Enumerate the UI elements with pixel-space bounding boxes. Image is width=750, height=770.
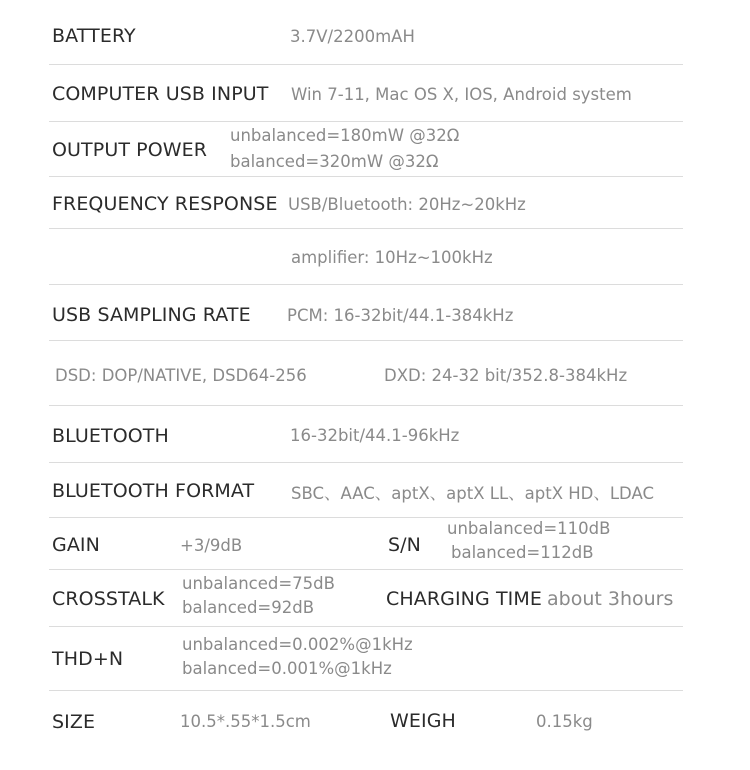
bluetooth-format-label: BLUETOOTH FORMAT <box>52 480 255 502</box>
thd-label: THD+N <box>52 648 124 670</box>
usb-sampling-pcm: PCM: 16-32bit/44.1-384kHz <box>287 306 514 325</box>
usb-input-label: COMPUTER USB INPUT <box>52 83 269 105</box>
divider <box>49 569 683 570</box>
output-power-balanced: balanced=320mW @32Ω <box>230 152 439 171</box>
usb-input-value: Win 7-11, Mac OS X, IOS, Android system <box>291 85 632 104</box>
divider <box>49 405 683 406</box>
bluetooth-value: 16-32bit/44.1-96kHz <box>290 426 460 445</box>
bluetooth-format-value: SBC、AAC、aptX、aptX LL、aptX HD、LDAC <box>291 484 654 503</box>
bluetooth-label: BLUETOOTH <box>52 425 169 447</box>
weigh-label: WEIGH <box>390 710 456 732</box>
crosstalk-label: CROSSTALK <box>52 588 165 610</box>
usb-sampling-label: USB SAMPLING RATE <box>52 304 251 326</box>
sn-unbalanced: unbalanced=110dB <box>447 519 611 538</box>
divider <box>49 284 683 285</box>
battery-label: BATTERY <box>52 25 136 47</box>
usb-sampling-dxd: DXD: 24-32 bit/352.8-384kHz <box>384 366 628 385</box>
output-power-unbalanced: unbalanced=180mW @32Ω <box>230 126 460 145</box>
battery-value: 3.7V/2200mAH <box>290 27 415 46</box>
frequency-response-label: FREQUENCY RESPONSE <box>52 193 278 215</box>
output-power-label: OUTPUT POWER <box>52 139 208 161</box>
crosstalk-balanced: balanced=92dB <box>182 598 315 617</box>
divider <box>49 626 683 627</box>
thd-balanced: balanced=0.001%@1kHz <box>182 659 392 678</box>
charging-time-label: CHARGING TIME <box>386 588 542 610</box>
divider <box>49 517 683 518</box>
divider <box>49 462 683 463</box>
divider <box>49 176 683 177</box>
gain-value: +3/9dB <box>180 536 243 555</box>
thd-unbalanced: unbalanced=0.002%@1kHz <box>182 635 413 654</box>
gain-label: GAIN <box>52 534 100 556</box>
divider <box>49 121 683 122</box>
frequency-response-amplifier: amplifier: 10Hz~100kHz <box>291 248 493 267</box>
size-value: 10.5*.55*1.5cm <box>180 712 311 731</box>
divider <box>49 690 683 691</box>
divider <box>49 340 683 341</box>
sn-label: S/N <box>388 534 421 556</box>
frequency-response-usb-bluetooth: USB/Bluetooth: 20Hz~20kHz <box>288 195 526 214</box>
usb-sampling-dsd: DSD: DOP/NATIVE, DSD64-256 <box>55 366 307 385</box>
charging-time-value: about 3hours <box>547 588 674 610</box>
size-label: SIZE <box>52 711 96 733</box>
divider <box>49 228 683 229</box>
weigh-value: 0.15kg <box>536 712 593 731</box>
divider <box>49 64 683 65</box>
crosstalk-unbalanced: unbalanced=75dB <box>182 574 335 593</box>
sn-balanced: balanced=112dB <box>451 543 594 562</box>
